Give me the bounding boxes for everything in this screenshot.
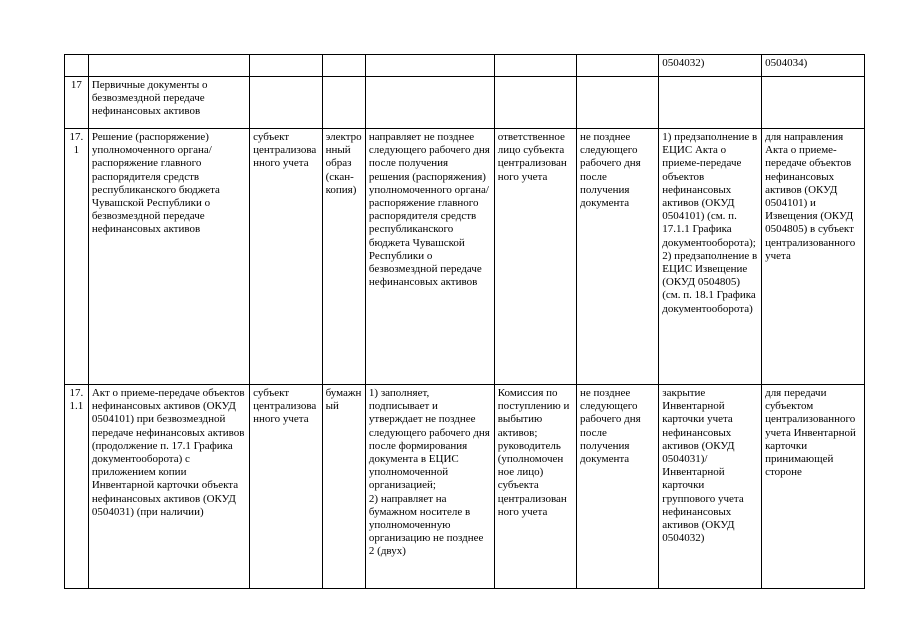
- table-row: [65, 129, 865, 385]
- responsible-person-cell: ответственное лицо субъекта централизован ного учета: [494, 129, 576, 385]
- procedure-cell: [365, 77, 494, 129]
- responsible-entity-cell: [250, 55, 323, 77]
- deadline-cell: не позднее следующего рабочего дня после получения документа: [577, 129, 659, 385]
- responsible-person-cell: Комиссия по поступлению и выбытию активов; руководитель (уполномочен ное лицо) субъекта централизован ного учета: [494, 385, 576, 589]
- responsible-entity-cell: субъект централизова нного учета: [250, 385, 323, 589]
- responsible-person-cell: [494, 55, 576, 77]
- procedure-cell: 1) заполняет, подписывает и утверждает не позднее следующего рабочего дня после формирования документа в ЕЦИС уполномоченной организацией; 2) направляет на бумажном носителе в уполномоченную организацию не позднее 2 (двух): [365, 385, 494, 589]
- purpose-cell: для направления Акта о приеме-передаче объектов нефинансовых активов (ОКУД 0504101) и Извещения (ОКУД 0504805) в субъект централизованного учета: [762, 129, 865, 385]
- responsible-entity-cell: [250, 77, 323, 129]
- document-form-cell: [322, 77, 365, 129]
- document-name-cell: [88, 55, 249, 77]
- document-form-cell: бумажн ый: [322, 385, 365, 589]
- document-name-cell: Решение (распоряжение) уполномоченного органа/распоряжение главного распорядителя средств республиканского бюджета Чувашской Республики о безвозмездной передаче нефинансовых активов: [88, 129, 249, 385]
- row-number: 17.1: [65, 129, 89, 385]
- action-cell: 0504032): [659, 55, 762, 77]
- purpose-cell: [762, 77, 865, 129]
- document-name-cell: Первичные документы о безвозмездной передаче нефинансовых активов: [88, 77, 249, 129]
- row-number: 17.1.1: [65, 385, 89, 589]
- purpose-cell: 0504034): [762, 55, 865, 77]
- document-table: [64, 54, 865, 589]
- row-number: 17: [65, 77, 89, 129]
- action-cell: 1) предзаполнение в ЕЦИС Акта о приеме-передаче объектов нефинансовых активов (ОКУД 0504101) (см. п. 17.1.1 Графика документооборота); 2) предзаполнение в ЕЦИС Извещение (ОКУД 0504805) (см. п. 18.1 Графика документооборота): [659, 129, 762, 385]
- table-row: [65, 385, 865, 589]
- document-name-cell: Акт о приеме-передаче объектов нефинансовых активов (ОКУД 0504101) при безвозмездной передаче нефинансовых активов (продолжение п. 17.1 Графика документооборота) с приложением копии Инвентарной карточки объекта нефинансовых активов (ОКУД 0504031) (при наличии): [88, 385, 249, 589]
- deadline-cell: не позднее следующего рабочего дня после получения документа: [577, 385, 659, 589]
- document-form-cell: [322, 55, 365, 77]
- procedure-cell: [365, 55, 494, 77]
- table-row: [65, 77, 865, 129]
- procedure-cell: направляет не позднее следующего рабочего дня после получения решения (распоряжения) уполномоченного органа/распоряжение главного распорядителя средств республиканского бюджета Чувашской Республики о безвозмездной передаче нефинансовых активов: [365, 129, 494, 385]
- action-cell: закрытие Инвентарной карточки учета нефинансовых активов (ОКУД 0504031)/Инвентарной карточки группового учета нефинансовых активов (ОКУД 0504032): [659, 385, 762, 589]
- document-form-cell: электро нный образ (скан-копия): [322, 129, 365, 385]
- responsible-person-cell: [494, 77, 576, 129]
- action-cell: [659, 77, 762, 129]
- deadline-cell: [577, 55, 659, 77]
- purpose-cell: для передачи субъектом централизованного учета Инвентарной карточки принимающей стороне: [762, 385, 865, 589]
- table-row: [65, 55, 865, 77]
- responsible-entity-cell: субъект централизова нного учета: [250, 129, 323, 385]
- deadline-cell: [577, 77, 659, 129]
- row-number: [65, 55, 89, 77]
